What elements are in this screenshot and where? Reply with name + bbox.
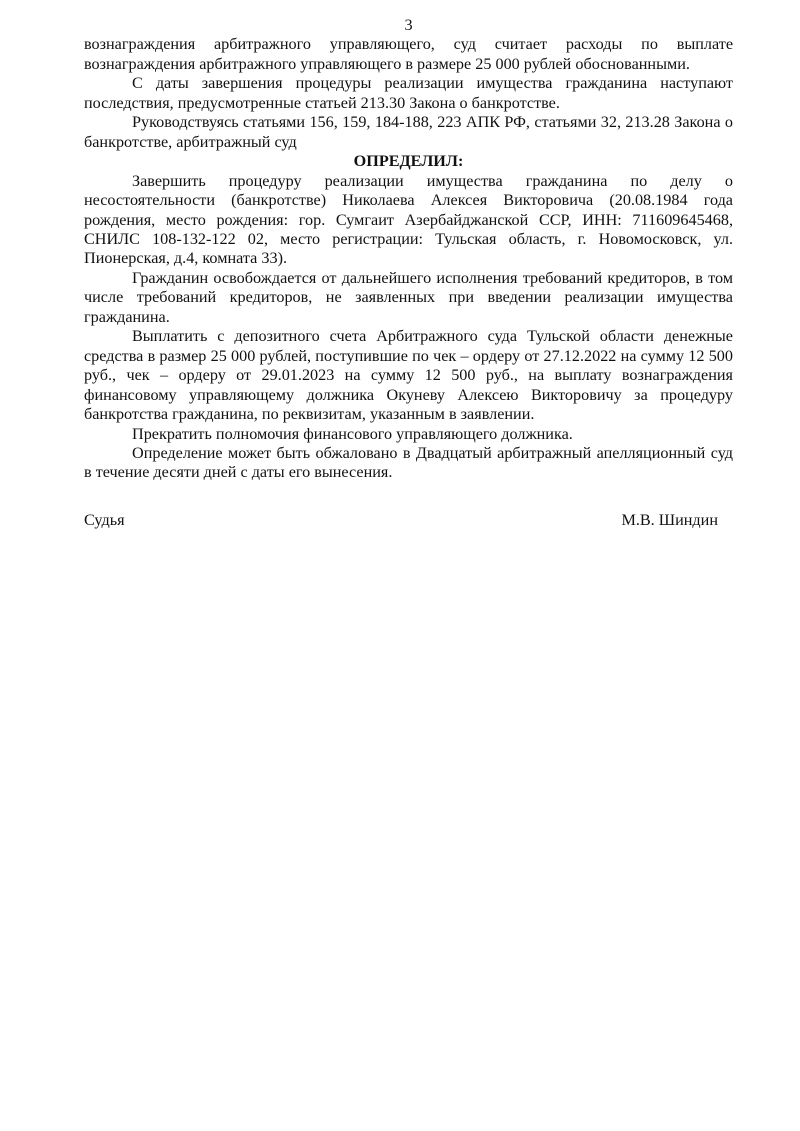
document-page	[84, 16, 733, 530]
paragraph-terminate-powers: Прекратить полномочия финансового управляющего должника.	[132, 424, 573, 443]
paragraph-legal-basis: Руководствуясь статьями 156, 159, 184-188, 223 АПК РФ, статьями 32, 213.28 Закона о банкротстве, арбитражный суд	[84, 113, 733, 151]
paragraph-release-from-claims: Гражданин освобождается от дальнейшего исполнения требований кредиторов, в том числе требований кредиторов, не заявленных при введении реализации имущества гражданина.	[84, 268, 733, 326]
ruling-heading: ОПРЕДЕЛИЛ:	[353, 152, 464, 171]
signature-block	[84, 511, 733, 530]
paragraph-complete-procedure: Завершить процедуру реализации имущества гражданина по делу о несостоятельности (банкротстве) Николаева Алексея Викторовича (20.08.1984 года рождения, место рождения: гор. Сумгаит Азербайджанской ССР, ИНН: 711609645468, СНИЛС 108-132-122 02, место регистрации: Тульская область, г. Новомосковск, ул. Пионерская, д.4, комната 33).	[84, 171, 733, 268]
paragraph-appeal: Определение может быть обжаловано в Двадцатый арбитражный апелляционный суд в течение десяти дней с даты его вынесения.	[84, 443, 733, 482]
paragraph-fee-justified: вознаграждения арбитражного управляющего, суд считает расходы по выплате вознаграждения арбитражного управляющего в размере 25 000 рублей обоснованными.	[84, 35, 733, 73]
judge-name: М.В. Шиндин	[621, 510, 718, 529]
paragraph-consequences: С даты завершения процедуры реализации имущества гражданина наступают последствия, предусмотренные статьей 213.30 Закона о банкротстве.	[84, 74, 733, 112]
page-number: 3	[404, 16, 413, 34]
judge-role: Судья	[84, 510, 125, 529]
paragraph-payment-order: Выплатить с депозитного счета Арбитражного суда Тульской области денежные средства в размер 25 000 рублей, поступившие по чек – ордеру от 27.12.2022 на сумму 12 500 руб., чек – ордеру от 29.01.2023 на сумму 12 500 руб., на выплату вознаграждения финансовому управляющему должника Окуневу Алексею Викторовичу за процедуру банкротства гражданина, по реквизитам, указанным в заявлении.	[84, 327, 733, 424]
